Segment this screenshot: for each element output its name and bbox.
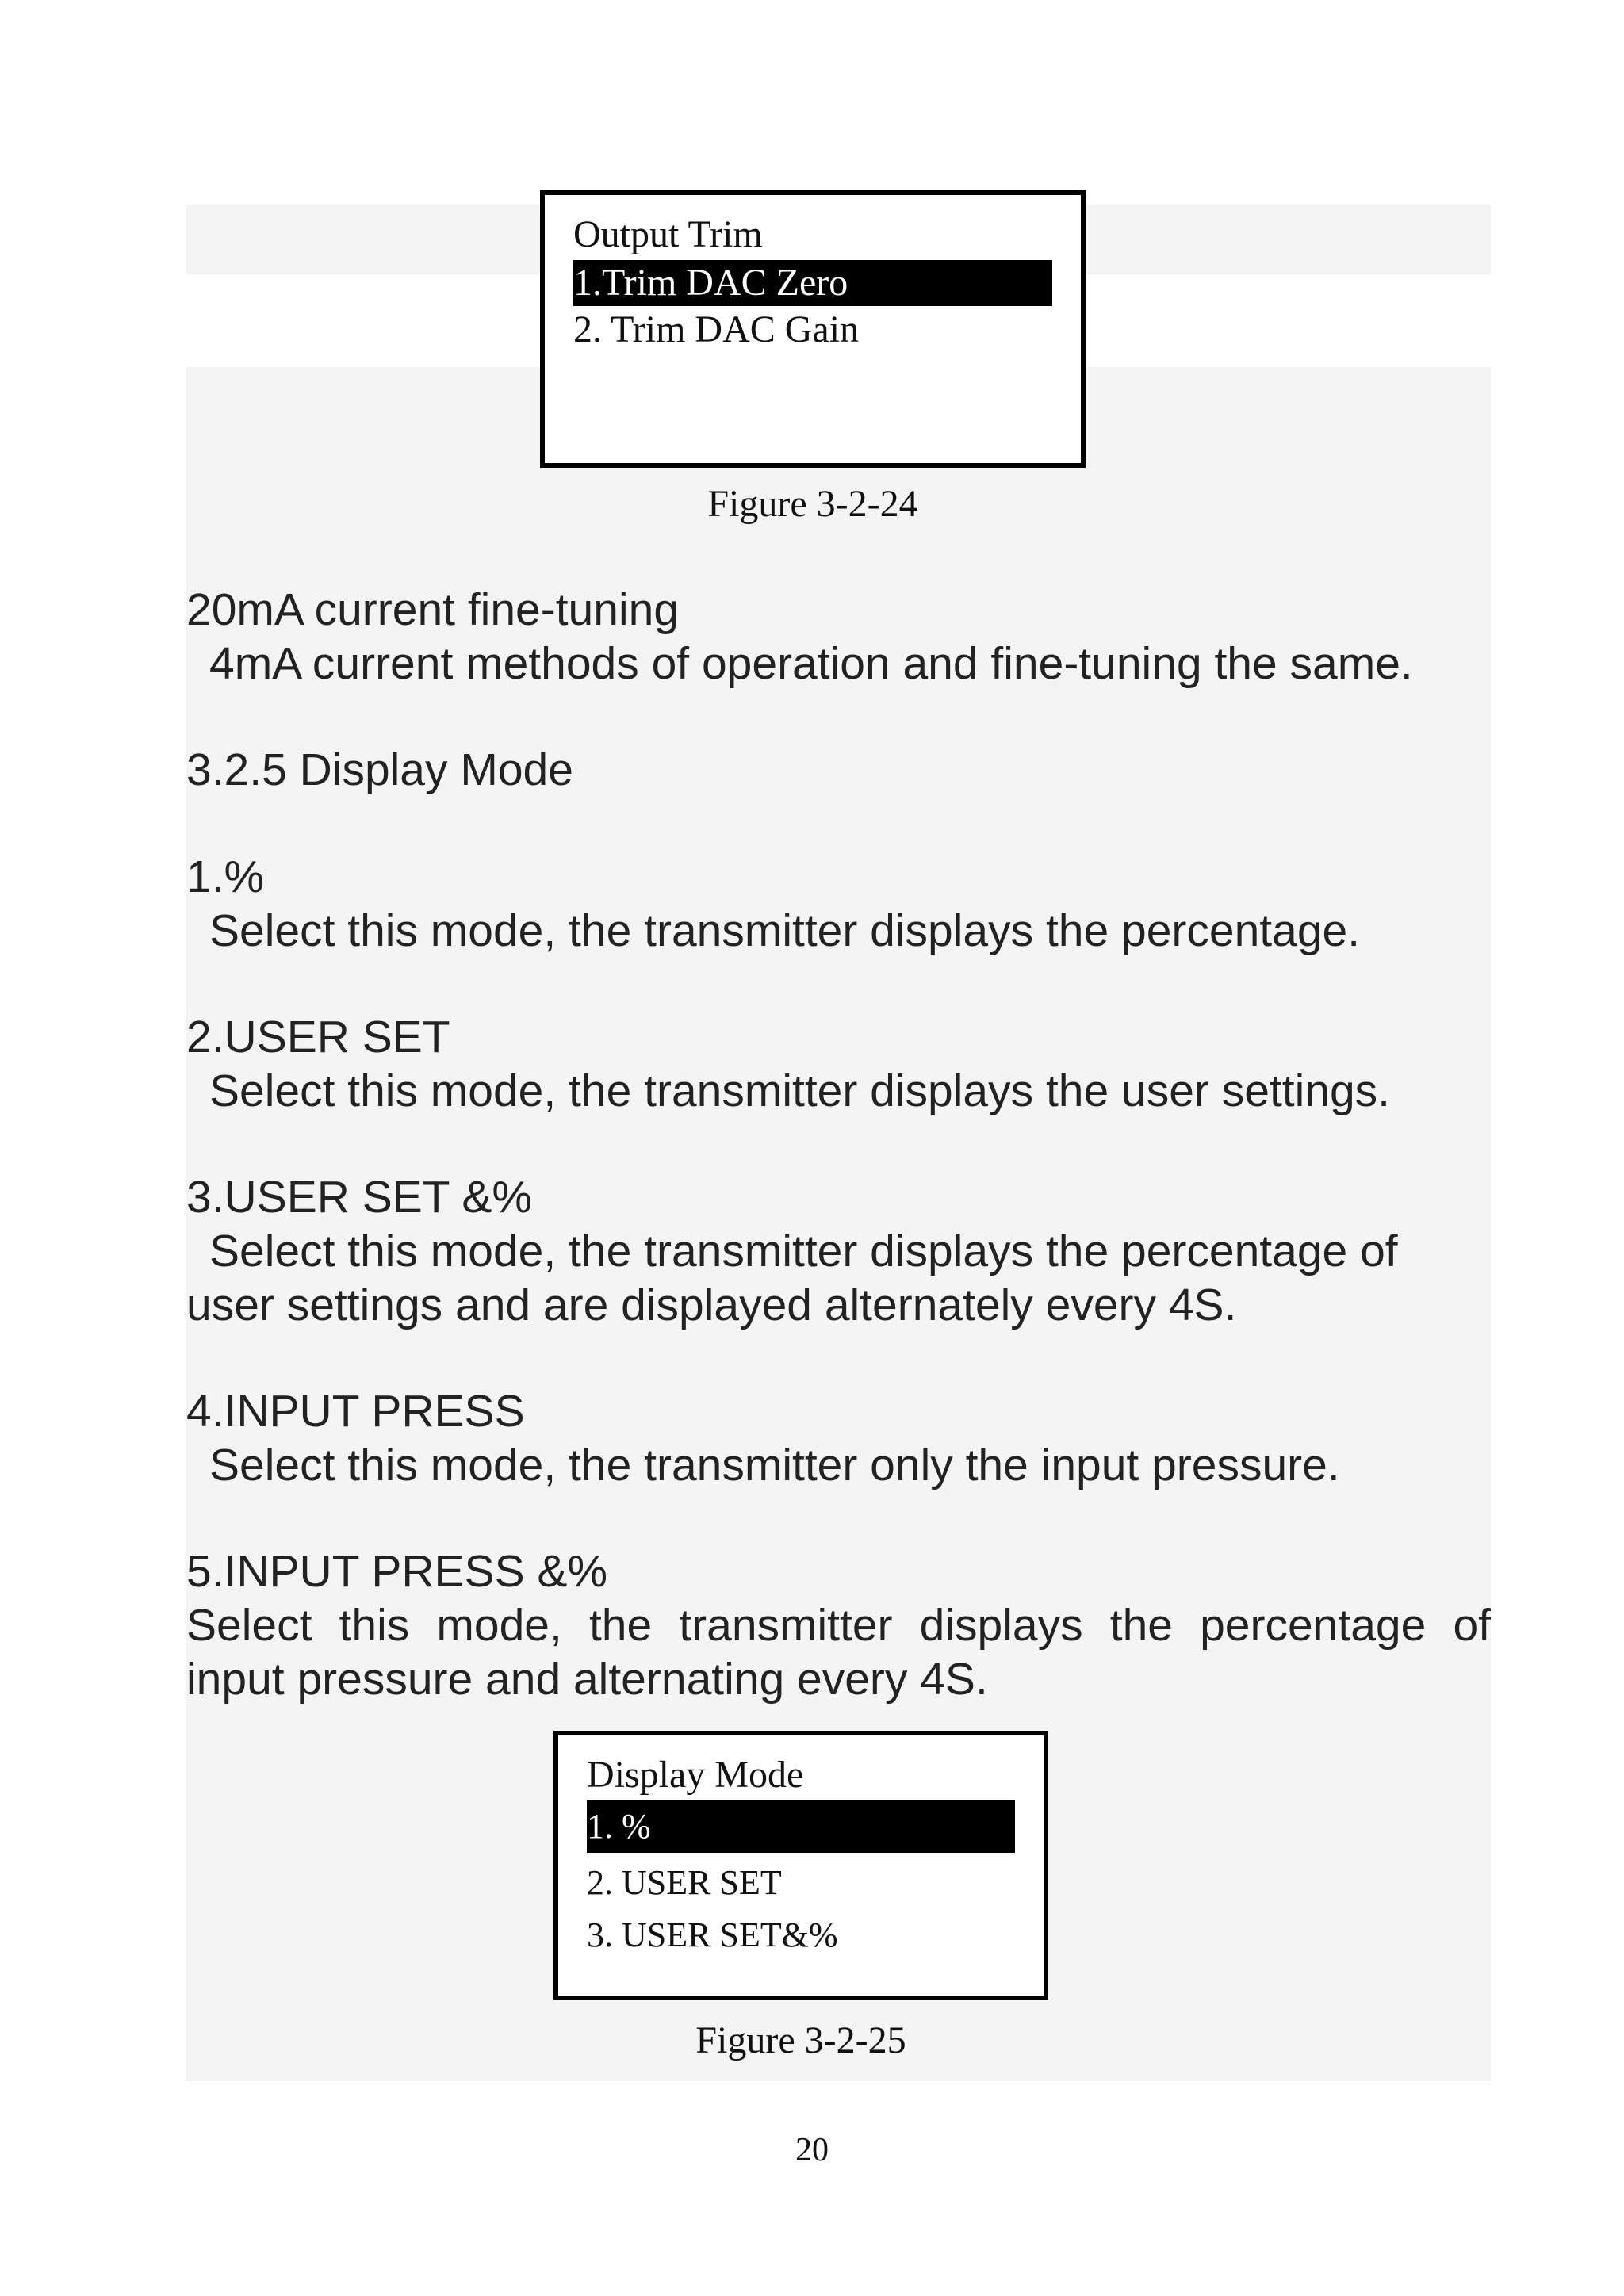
lcd-title: Display Mode bbox=[587, 1754, 804, 1796]
mode-3-desc-line2: user settings and are displayed alternately every 4S. bbox=[186, 1280, 1237, 1330]
page-number: 20 bbox=[795, 2132, 829, 2168]
section-heading: 3.2.5 Display Mode bbox=[186, 744, 573, 795]
mode-5-desc-line2: input pressure and alternating every 4S. bbox=[186, 1654, 988, 1705]
mode-3-heading: 3.USER SET &% bbox=[186, 1172, 533, 1223]
lcd-item-user-set[interactable]: 2. USER SET bbox=[587, 1863, 782, 1902]
mode-1-heading: 1.% bbox=[186, 851, 265, 902]
lcd-item-trim-dac-zero[interactable]: 1.Trim DAC Zero bbox=[573, 260, 1052, 306]
mode-5-desc-line1: Select this mode, the transmitter displays the percentage of bbox=[186, 1600, 1491, 1651]
figure-caption-24: Figure 3-2-24 bbox=[707, 483, 918, 525]
fine-tuning-heading: 20mA current fine-tuning bbox=[186, 584, 680, 635]
mode-4-desc: Select this mode, the transmitter only the input pressure. bbox=[209, 1440, 1340, 1490]
lcd-item-trim-dac-gain[interactable]: 2. Trim DAC Gain bbox=[573, 308, 860, 350]
figure-caption-25: Figure 3-2-25 bbox=[695, 2019, 906, 2061]
mode-2-heading: 2.USER SET bbox=[186, 1012, 450, 1062]
lcd-item-user-set-percent[interactable]: 3. USER SET&% bbox=[587, 1915, 838, 1954]
mode-3-desc-line1: Select this mode, the transmitter displays the percentage of bbox=[209, 1226, 1398, 1276]
mode-1-desc: Select this mode, the transmitter displays the percentage. bbox=[209, 905, 1361, 956]
mode-4-heading: 4.INPUT PRESS bbox=[186, 1386, 525, 1437]
mode-5-heading: 5.INPUT PRESS &% bbox=[186, 1546, 608, 1597]
lcd-display-mode bbox=[553, 1731, 1048, 2000]
mode-2-desc: Select this mode, the transmitter displays the user settings. bbox=[209, 1066, 1391, 1116]
lcd-output-trim bbox=[540, 190, 1086, 468]
lcd-title: Output Trim bbox=[573, 213, 763, 255]
fine-tuning-text: 4mA current methods of operation and fine-tuning the same. bbox=[209, 638, 1413, 689]
lcd-item-percent[interactable]: 1. % bbox=[587, 1800, 1015, 1853]
